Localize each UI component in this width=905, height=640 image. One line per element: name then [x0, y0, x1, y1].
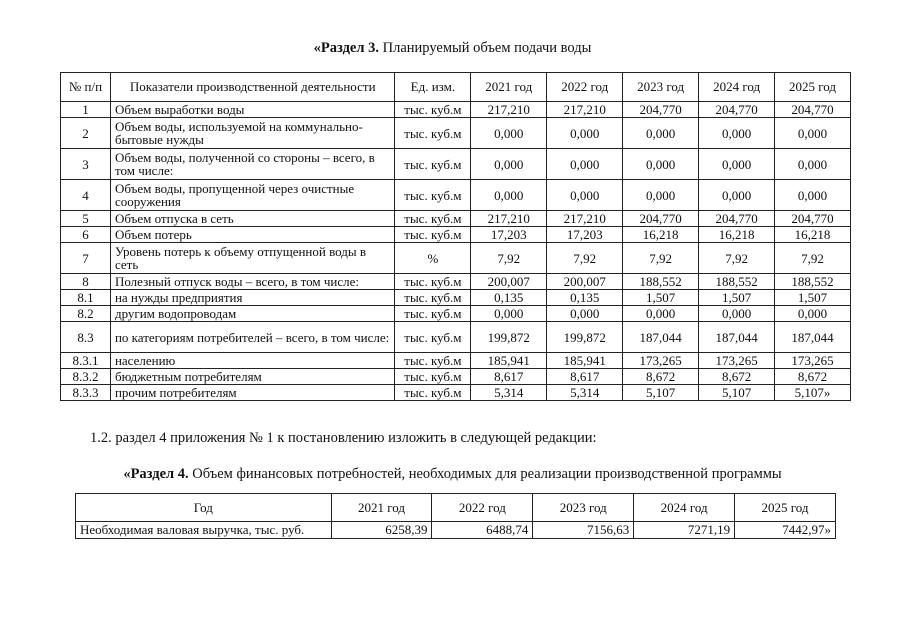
- value-cell-2023: 173,265: [623, 353, 699, 369]
- row-number: 6: [61, 227, 111, 243]
- table-row: [61, 385, 851, 401]
- value-cell-2022: 0,000: [547, 306, 623, 322]
- unit-cell: %: [395, 243, 471, 274]
- section4-title-bold: «Раздел 4.: [123, 466, 189, 482]
- value-cell-2023: 0,000: [623, 118, 699, 149]
- indicator-name: по категориям потребителей – всего, в том числе:: [110, 322, 395, 353]
- header-cell-2023: 2023 год: [533, 494, 634, 522]
- table-row: [61, 211, 851, 227]
- value-cell-2024: 0,000: [699, 149, 775, 180]
- value-cell-2022: 0,000: [547, 118, 623, 149]
- section4-title-text: Объем финансовых потребностей, необходимых для реализации производственной программы: [188, 466, 782, 482]
- value-cell-2021: 0,000: [471, 118, 547, 149]
- unit-cell: тыс. куб.м: [395, 274, 471, 290]
- table-row: [61, 227, 851, 243]
- value-cell-2022: 217,210: [547, 102, 623, 118]
- value-cell-2024: 7,92: [699, 243, 775, 274]
- value-cell-2024: 0,000: [699, 180, 775, 211]
- indicator-name: Объем отпуска в сеть: [110, 211, 395, 227]
- section4-title: [0, 466, 905, 483]
- row-number: 8.3.1: [61, 353, 111, 369]
- value-cell-2024: 5,107: [699, 385, 775, 401]
- row-number: 8.2: [61, 306, 111, 322]
- indicator-name: бюджетным потребителям: [110, 369, 395, 385]
- header-cell-unit: Ед. изм.: [395, 73, 471, 102]
- unit-cell: тыс. куб.м: [395, 118, 471, 149]
- value-cell-2024: 204,770: [699, 102, 775, 118]
- value-cell-2023: 187,044: [623, 322, 699, 353]
- table-row: [61, 290, 851, 306]
- value-cell-2025: 5,107»: [775, 385, 851, 401]
- indicator-name: Уровень потерь к объему отпущенной воды в сеть: [110, 243, 395, 274]
- table-row: [61, 149, 851, 180]
- value-cell-2023: 204,770: [623, 211, 699, 227]
- value-cell-2025: 188,552: [775, 274, 851, 290]
- row-number: 3: [61, 149, 111, 180]
- indicator-name: на нужды предприятия: [110, 290, 395, 306]
- header-cell-2021: 2021 год: [331, 494, 432, 522]
- value-cell-2022: 0,000: [547, 149, 623, 180]
- value-cell-2021: 5,314: [471, 385, 547, 401]
- row-number: 4: [61, 180, 111, 211]
- indicator-name: Объем воды, полученной со стороны – всего, в том числе:: [110, 149, 395, 180]
- header-cell-2025: 2025 год: [775, 73, 851, 102]
- header-cell-2025: 2025 год: [735, 494, 836, 522]
- value-cell-2021: 200,007: [471, 274, 547, 290]
- section3-title-text: Планируемый объем подачи воды: [378, 40, 592, 56]
- value-cell-2023: 0,000: [623, 180, 699, 211]
- table-row: [61, 102, 851, 118]
- value-cell-2021: 217,210: [471, 102, 547, 118]
- row-number: 8.3.2: [61, 369, 111, 385]
- value-cell-2021: 185,941: [471, 353, 547, 369]
- unit-cell: тыс. куб.м: [395, 149, 471, 180]
- value-cell-2024: 7271,19: [634, 522, 735, 539]
- unit-cell: тыс. куб.м: [395, 322, 471, 353]
- table-row: [61, 274, 851, 290]
- section3-title: [0, 40, 905, 57]
- row-number: 8.1: [61, 290, 111, 306]
- unit-cell: тыс. куб.м: [395, 290, 471, 306]
- header-cell-2024: 2024 год: [634, 494, 735, 522]
- unit-cell: тыс. куб.м: [395, 227, 471, 243]
- value-cell-2023: 204,770: [623, 102, 699, 118]
- unit-cell: тыс. куб.м: [395, 102, 471, 118]
- value-cell-2022: 8,617: [547, 369, 623, 385]
- value-cell-2025: 204,770: [775, 102, 851, 118]
- unit-cell: тыс. куб.м: [395, 369, 471, 385]
- value-cell-2023: 7,92: [623, 243, 699, 274]
- value-cell-2024: 204,770: [699, 211, 775, 227]
- row-number: 1: [61, 102, 111, 118]
- value-cell-2023: 1,507: [623, 290, 699, 306]
- value-cell-2023: 16,218: [623, 227, 699, 243]
- row-number: 8.3.3: [61, 385, 111, 401]
- value-cell-2023: 5,107: [623, 385, 699, 401]
- unit-cell: тыс. куб.м: [395, 353, 471, 369]
- value-cell-2024: 187,044: [699, 322, 775, 353]
- row-number: 8: [61, 274, 111, 290]
- table-row: [61, 118, 851, 149]
- value-cell-2021: 6258,39: [331, 522, 432, 539]
- value-cell-2022: 185,941: [547, 353, 623, 369]
- indicator-name: Объем воды, пропущенной через очистные сооружения: [110, 180, 395, 211]
- header-cell-year-label: Год: [76, 494, 332, 522]
- value-cell-2022: 0,000: [547, 180, 623, 211]
- value-cell-2022: 5,314: [547, 385, 623, 401]
- header-cell-2021: 2021 год: [471, 73, 547, 102]
- value-cell-2022: 7,92: [547, 243, 623, 274]
- table-row: [61, 369, 851, 385]
- value-cell-2022: 217,210: [547, 211, 623, 227]
- value-cell-2024: 16,218: [699, 227, 775, 243]
- value-cell-2025: 8,672: [775, 369, 851, 385]
- value-cell-2025: 204,770: [775, 211, 851, 227]
- value-cell-2022: 17,203: [547, 227, 623, 243]
- value-cell-2025: 0,000: [775, 149, 851, 180]
- section3-title-bold: «Раздел 3.: [313, 40, 379, 56]
- indicator-name: Полезный отпуск воды – всего, в том числе:: [110, 274, 395, 290]
- value-cell-2025: 0,000: [775, 180, 851, 211]
- row-number: 7: [61, 243, 111, 274]
- unit-cell: тыс. куб.м: [395, 211, 471, 227]
- indicator-name: прочим потребителям: [110, 385, 395, 401]
- table-row: [61, 322, 851, 353]
- value-cell-2021: 17,203: [471, 227, 547, 243]
- table-row: [61, 243, 851, 274]
- value-cell-2024: 0,000: [699, 118, 775, 149]
- section4-value-row: [76, 522, 836, 539]
- value-cell-2024: 188,552: [699, 274, 775, 290]
- value-cell-2025: 7442,97»: [735, 522, 836, 539]
- value-cell-2021: 217,210: [471, 211, 547, 227]
- value-cell-2023: 0,000: [623, 306, 699, 322]
- row-number: 8.3: [61, 322, 111, 353]
- header-cell-2024: 2024 год: [699, 73, 775, 102]
- section4-header-row: [76, 494, 836, 522]
- indicator-name: Объем воды, используемой на коммунально-бытовые нужды: [110, 118, 395, 149]
- value-cell-2022: 199,872: [547, 322, 623, 353]
- table-row: [61, 353, 851, 369]
- header-cell-2022: 2022 год: [547, 73, 623, 102]
- value-cell-2024: 8,672: [699, 369, 775, 385]
- value-cell-2021: 0,000: [471, 149, 547, 180]
- value-cell-2022: 6488,74: [432, 522, 533, 539]
- value-cell-2025: 7,92: [775, 243, 851, 274]
- value-cell-2023: 188,552: [623, 274, 699, 290]
- value-cell-2025: 16,218: [775, 227, 851, 243]
- unit-cell: тыс. куб.м: [395, 385, 471, 401]
- value-cell-2025: 0,000: [775, 118, 851, 149]
- value-cell-2021: 7,92: [471, 243, 547, 274]
- header-cell-2023: 2023 год: [623, 73, 699, 102]
- indicator-name: населению: [110, 353, 395, 369]
- value-cell-2022: 200,007: [547, 274, 623, 290]
- section3-table: [60, 72, 851, 401]
- row-number: 5: [61, 211, 111, 227]
- value-cell-2021: 0,000: [471, 180, 547, 211]
- value-cell-2023: 7156,63: [533, 522, 634, 539]
- value-cell-2023: 8,672: [623, 369, 699, 385]
- value-cell-2021: 199,872: [471, 322, 547, 353]
- row-number: 2: [61, 118, 111, 149]
- value-cell-2021: 0,000: [471, 306, 547, 322]
- value-cell-2024: 1,507: [699, 290, 775, 306]
- unit-cell: тыс. куб.м: [395, 180, 471, 211]
- value-cell-2021: 0,135: [471, 290, 547, 306]
- section3-header-row: [61, 73, 851, 102]
- value-cell-2023: 0,000: [623, 149, 699, 180]
- section4-table: [75, 493, 836, 539]
- value-cell-2025: 173,265: [775, 353, 851, 369]
- value-cell-2024: 0,000: [699, 306, 775, 322]
- value-cell-2025: 0,000: [775, 306, 851, 322]
- value-cell-2025: 1,507: [775, 290, 851, 306]
- value-cell-2021: 8,617: [471, 369, 547, 385]
- value-cell-2025: 187,044: [775, 322, 851, 353]
- table-row: [61, 180, 851, 211]
- unit-cell: тыс. куб.м: [395, 306, 471, 322]
- paragraph-1-2: 1.2. раздел 4 приложения № 1 к постановлению изложить в следующей редакции:: [90, 430, 597, 446]
- header-cell-2022: 2022 год: [432, 494, 533, 522]
- value-cell-2024: 173,265: [699, 353, 775, 369]
- value-cell-2022: 0,135: [547, 290, 623, 306]
- row-label: Необходимая валовая выручка, тыс. руб.: [76, 522, 332, 539]
- table-row: [61, 306, 851, 322]
- header-cell-indicator: Показатели производственной деятельности: [110, 73, 395, 102]
- header-cell-num: № п/п: [61, 73, 111, 102]
- indicator-name: Объем выработки воды: [110, 102, 395, 118]
- indicator-name: другим водопроводам: [110, 306, 395, 322]
- indicator-name: Объем потерь: [110, 227, 395, 243]
